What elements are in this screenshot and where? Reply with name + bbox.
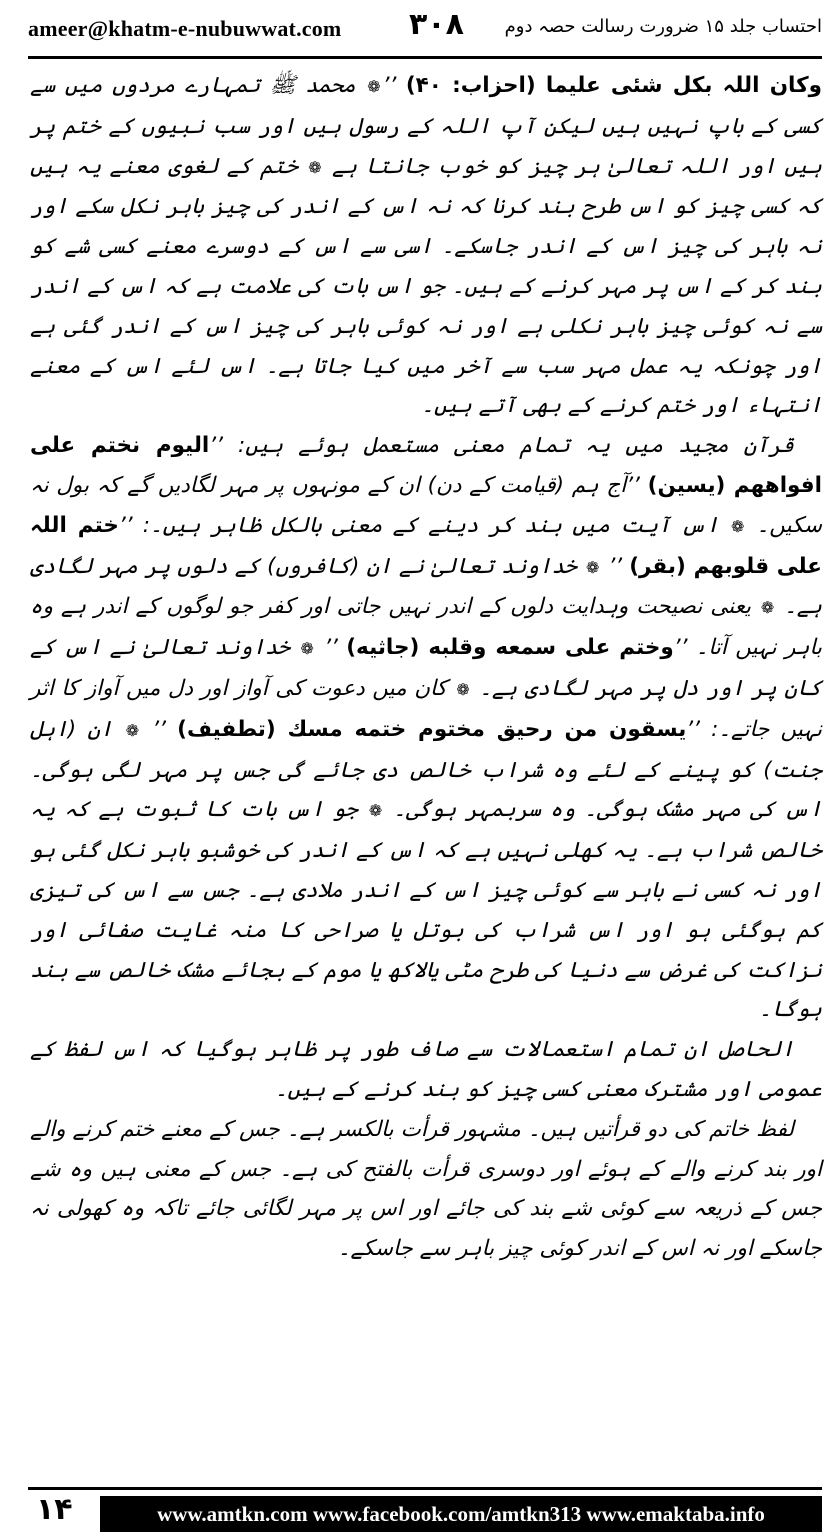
footer-page-number: ۱۴ [36, 1492, 73, 1527]
header-rule [28, 56, 822, 59]
urdu-text: یعنی نصیحت وہدایت دلوں کے اندر نہیں جاتی اور کفر جو لوگوں کے اندر ہے وہ باہر نہیں آتا۔ ’’ [30, 594, 822, 661]
header-page-number: ۳۰۸ [409, 7, 464, 42]
footer-rule [28, 1487, 822, 1490]
urdu-text: اس آیت میں بند کر دینے کے معنی بالکل ظاہر ہیں۔: ’’ [118, 512, 729, 538]
urdu-text: قرآن مجید میں یہ تمام معنی مستعمل ہوئے ہیں: ’’ [209, 433, 794, 459]
paragraph-1 [30, 66, 822, 426]
urdu-text: خداوند تعالیٰ نے ان (کافروں) کے دلوں پر مہر لگادی ہے۔ [30, 553, 822, 620]
flower-ornament-icon: ❁ [760, 598, 775, 618]
urdu-text: محمد ﷺ تمہارے مردوں میں سے کسی کے باپ نہیں ہیں لیکن آپ اللہ کے رسول ہیں اور سب نبیوں کے ختم پر ہیں اور اللہ تعالیٰ ہر چیز کو خوب جانتا ہے [30, 73, 822, 179]
urdu-text: لفظ خاتم کی دو قرأتیں ہیں۔ مشہور قرأت بالکسر ہے۔ جس کے معنے ختم کرنے والے اور بند کرنے والے کے ہوئے اور دوسری قرأت بالفتح کی ہے۔ جس کے معنی ہیں وہ شے جس کے ذریعہ سے کوئی شے بند کی جائے اور اس پر مہر لگائی جائے تاکہ وہ کھولی نہ جاسکے اور نہ اس کے اندر کوئی چیز باہر سے جاسکے۔ [30, 1116, 822, 1262]
urdu-text: ختم کے لغوی معنے یہ ہیں کہ کسی چیز کو اس طرح بند کرنا کہ نہ اس کے اندر کی چیز باہر نکل سکے اور نہ باہر کی چیز اس کے اندر جاسکے۔ اسی سے اس کے دوسرے معنے کسی شے کو بند کر کے اس پر مہر کرنے کے ہیں۔ جو اس بات کی علامت ہے کہ اس کے اندر سے نہ کوئی چیز باہر نکلی ہے اور نہ کوئی باہر کی چیز اس کے اندر گئی ہے اور چونکہ یہ عمل مہر سب سے آخر میں کیا جاتا ہے۔ اس لئے اس کے معنے انتہاء اور ختم کرنے کے بھی آتے ہیں۔ [30, 153, 822, 419]
urdu-text: ’’ [601, 553, 630, 579]
arabic-quote: وکان اللہ بکل شئی علیما (احزاب: ۴۰) [405, 73, 822, 98]
urdu-text: الحاصل ان تمام استعمالات سے صاف طور پر ظاہر ہوگیا کہ اس لفظ کے عمومی اور مشترک معنی کسی چیز کو بند کرنے کے ہیں۔ [30, 1037, 822, 1102]
arabic-quote: وختم علی سمعه وقلبه (جاثیه) [346, 635, 674, 661]
page-header [28, 7, 822, 52]
arabic-quote: ختم اللہ علی قلوبھم (بقر) [30, 512, 822, 579]
flower-ornament-icon: ❁ [125, 720, 140, 740]
urdu-text: کان میں دعوت کی آواز اور دل میں آواز کا اثر نہیں جاتے۔: ’’ [30, 675, 822, 742]
footer-links-bar[interactable] [100, 1496, 822, 1532]
footer-links[interactable]: www.amtkn.com www.facebook.com/amtkn313 www.emaktaba.info [157, 1502, 765, 1526]
flower-ornament-icon: ❁ [730, 516, 745, 536]
flower-ornament-icon: ❁ [308, 157, 322, 177]
paragraph-4 [30, 1110, 822, 1269]
urdu-text: ’’ [382, 73, 406, 98]
article-body [30, 66, 822, 1269]
arabic-quote: یسقون من رحیق مختوم ختمه مسك (تطفیف) [177, 716, 687, 742]
flower-ornament-icon: ❁ [367, 77, 381, 96]
paragraph-2 [30, 426, 822, 1030]
header-title: احتساب جلد ۱۵ ضرورت رسالت حصہ دوم [504, 16, 822, 37]
urdu-text: جو اس بات کا ثبوت ہے کہ یہ خالص شراب ہے۔ یہ کھلی نہیں ہے کہ اس کے اندر کی خوشبو باہر نکل گئی ہو اور نہ کسی نے باہر سے کوئی چیز اس کے اندر ملادی ہے۔ جس سے اس کی تیزی کم ہوگئی ہو اور اس شراب کی بوتل یا صراحی کا منہ غایت صفائی اور نزاکت کی غرض سے دنیا کی طرح مٹی یالاکھ یا موم کے بجائے مشک خالص سے بند ہوگا۔ [30, 797, 822, 1023]
urdu-text: ’’ [315, 635, 347, 661]
flower-ornament-icon: ❁ [585, 557, 600, 577]
urdu-text: خداوند تعالیٰ نے اس کے کان پر اور دل پر مہر لگادی ہے۔ [30, 635, 822, 701]
urdu-text: ’’آج ہم (قیامت کے دن) ان کے مونہوں پر مہر لگادیں گے کہ بول نہ سکیں۔ [30, 472, 822, 538]
arabic-quote: الیوم نختم علی افواههم (یسین) [30, 433, 822, 498]
urdu-text: ’’ [141, 716, 178, 742]
flower-ornament-icon: ❁ [300, 639, 314, 659]
paragraph-3 [30, 1030, 822, 1110]
flower-ornament-icon: ❁ [456, 679, 470, 699]
header-email[interactable]: ameer@khatm-e-nubuwwat.com [28, 16, 342, 41]
flower-ornament-icon: ❁ [368, 801, 383, 821]
urdu-text: ان (اہل جنت) کو پینے کے لئے وہ شراب خالص دی جائے گی جس پر مہر لگی ہوگی۔ اس کی مہر مشک ہوگی۔ وہ سربمہر ہوگی۔ [30, 716, 822, 823]
